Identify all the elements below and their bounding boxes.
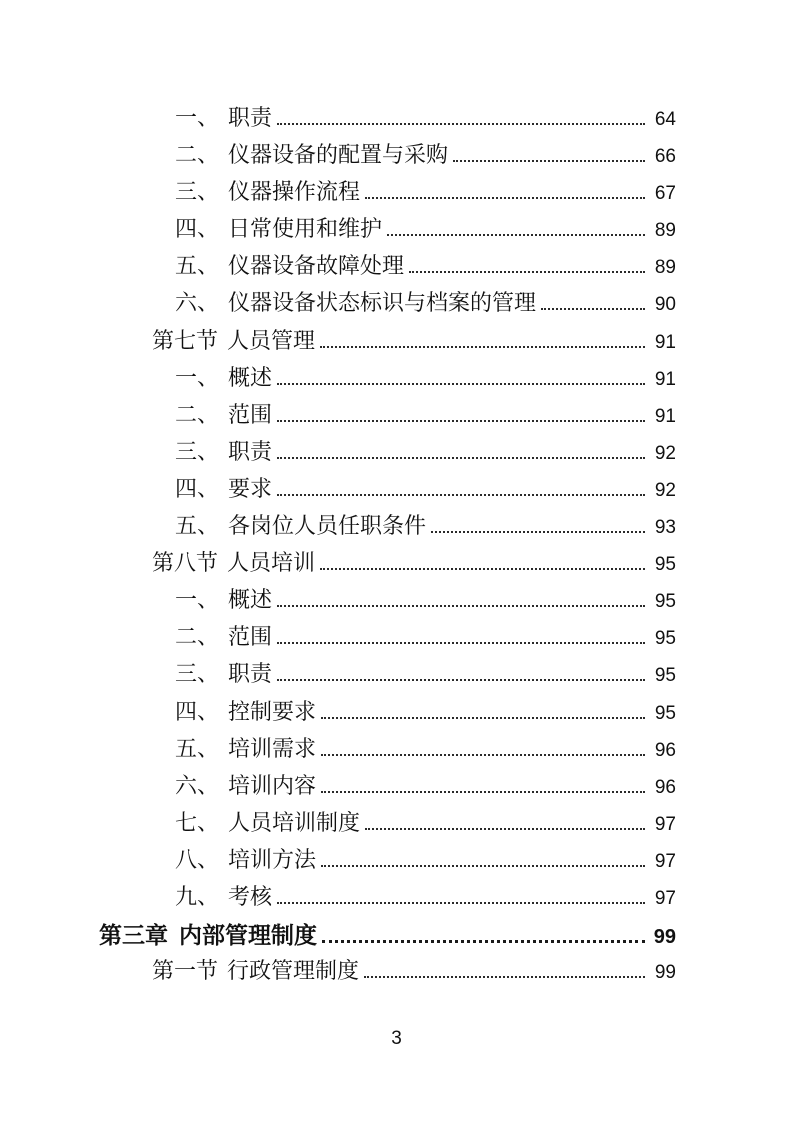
entry-page: 95: [654, 665, 676, 687]
entry-number: 五、: [175, 735, 220, 761]
toc-entry[interactable]: [99, 435, 676, 472]
dot-leader: [277, 642, 645, 644]
entry-page: 95: [654, 554, 676, 576]
entry-number: 三、: [175, 438, 220, 464]
entry-page: 95: [654, 628, 676, 650]
entry-number: 三、: [175, 661, 220, 687]
dot-leader: [321, 717, 645, 719]
entry-number: 五、: [175, 253, 220, 279]
entry-number: 一、: [175, 587, 220, 613]
entry-title: 行政管理制度: [227, 958, 360, 984]
toc-entry[interactable]: [99, 954, 676, 991]
toc-entry[interactable]: [99, 657, 676, 694]
toc-entry[interactable]: [99, 138, 676, 175]
toc-entry[interactable]: [99, 212, 676, 249]
entry-number: 七、: [175, 809, 220, 835]
entry-page: 97: [654, 887, 676, 909]
toc-entry[interactable]: [99, 101, 676, 138]
entry-page: 95: [654, 591, 676, 613]
entry-page: 67: [654, 183, 676, 205]
toc-entry[interactable]: [99, 880, 676, 917]
entry-page: 96: [654, 776, 676, 798]
entry-title: 要求: [228, 475, 273, 501]
entry-title: 概述: [228, 587, 273, 613]
dot-leader: [364, 976, 645, 978]
toc-entry[interactable]: [99, 695, 676, 732]
entry-title: 仪器操作流程: [228, 179, 361, 205]
toc-entry[interactable]: [99, 472, 676, 509]
entry-page: 97: [654, 813, 676, 835]
entry-title: 人员管理: [227, 327, 316, 353]
dot-leader: [453, 160, 645, 162]
entry-page: 96: [654, 739, 676, 761]
entry-number: 四、: [175, 216, 220, 242]
toc-entry[interactable]: [99, 361, 676, 398]
toc-entry[interactable]: [99, 806, 676, 843]
entry-page: 99: [654, 962, 676, 984]
toc-entry[interactable]: [99, 917, 676, 954]
dot-leader: [409, 271, 645, 273]
entry-title: 内部管理制度: [179, 922, 317, 949]
dot-leader: [277, 457, 645, 459]
dot-leader: [365, 197, 645, 199]
entry-title: 考核: [228, 883, 273, 909]
entry-page: 99: [653, 926, 676, 949]
entry-page: 93: [654, 517, 676, 539]
entry-number: 第七节: [152, 327, 219, 353]
entry-title: 控制要求: [228, 698, 317, 724]
toc-entry[interactable]: [99, 843, 676, 880]
dot-leader: [277, 123, 645, 125]
entry-number: 第三章: [99, 922, 168, 949]
entry-title: 范围: [228, 401, 273, 427]
entry-title: 培训内容: [228, 772, 317, 798]
entry-page: 92: [654, 442, 676, 464]
entry-page: 89: [654, 220, 676, 242]
entry-page: 91: [654, 405, 676, 427]
footer-page-number: 3: [391, 1028, 402, 1049]
toc-entry[interactable]: [99, 324, 676, 361]
dot-leader: [277, 383, 645, 385]
entry-page: 89: [654, 257, 676, 279]
entry-title: 各岗位人员任职条件: [228, 513, 427, 539]
entry-title: 仪器设备状态标识与档案的管理: [228, 290, 537, 316]
entry-number: 第一节: [152, 958, 219, 984]
entry-title: 培训需求: [228, 735, 317, 761]
toc-entry[interactable]: [99, 249, 676, 286]
entry-number: 二、: [175, 401, 220, 427]
entry-page: 91: [654, 331, 676, 353]
toc-entry[interactable]: [99, 769, 676, 806]
dot-leader: [277, 902, 645, 904]
entry-title: 仪器设备故障处理: [228, 253, 405, 279]
toc-entry[interactable]: [99, 620, 676, 657]
entry-page: 92: [654, 479, 676, 501]
dot-leader: [320, 568, 645, 570]
entry-number: 九、: [175, 883, 220, 909]
entry-number: 第八节: [152, 550, 219, 576]
dot-leader: [321, 865, 645, 867]
entry-title: 日常使用和维护: [228, 216, 383, 242]
dot-leader: [387, 234, 645, 236]
dot-leader: [277, 679, 645, 681]
entry-page: 97: [654, 850, 676, 872]
dot-leader: [277, 494, 645, 496]
toc-entry[interactable]: [99, 175, 676, 212]
toc-entry[interactable]: [99, 546, 676, 583]
toc-entry[interactable]: [99, 732, 676, 769]
entry-number: 二、: [175, 624, 220, 650]
dot-leader: [277, 605, 645, 607]
entry-number: 一、: [175, 364, 220, 390]
toc-entry[interactable]: [99, 286, 676, 323]
entry-number: 六、: [175, 290, 220, 316]
entry-number: 二、: [175, 142, 220, 168]
entry-page: 95: [654, 702, 676, 724]
dot-leader: [365, 828, 645, 830]
entry-number: 八、: [175, 846, 220, 872]
entry-number: 五、: [175, 513, 220, 539]
dot-leader: [277, 420, 645, 422]
dot-leader: [541, 308, 645, 310]
entry-title: 人员培训: [227, 550, 316, 576]
entry-number: 六、: [175, 772, 220, 798]
toc-list: [99, 101, 676, 991]
toc-entry[interactable]: [99, 509, 676, 546]
entry-title: 职责: [228, 438, 273, 464]
entry-title: 人员培训制度: [228, 809, 361, 835]
toc-entry[interactable]: [99, 583, 676, 620]
dot-leader: [321, 791, 645, 793]
entry-title: 范围: [228, 624, 273, 650]
entry-title: 职责: [228, 105, 273, 130]
dot-leader: [431, 531, 645, 533]
entry-title: 培训方法: [228, 846, 317, 872]
dot-leader: [321, 754, 645, 756]
entry-title: 仪器设备的配置与采购: [228, 142, 449, 168]
toc-entry[interactable]: [99, 398, 676, 435]
entry-title: 概述: [228, 364, 273, 390]
entry-number: 四、: [175, 698, 220, 724]
entry-page: 91: [654, 368, 676, 390]
entry-title: 职责: [228, 661, 273, 687]
entry-page: 66: [654, 146, 676, 168]
dot-leader: [322, 940, 645, 943]
entry-page: 64: [654, 109, 676, 130]
entry-page: 90: [654, 294, 676, 316]
entry-number: 一、: [175, 105, 220, 130]
dot-leader: [320, 346, 645, 348]
entry-number: 三、: [175, 179, 220, 205]
entry-number: 四、: [175, 475, 220, 501]
